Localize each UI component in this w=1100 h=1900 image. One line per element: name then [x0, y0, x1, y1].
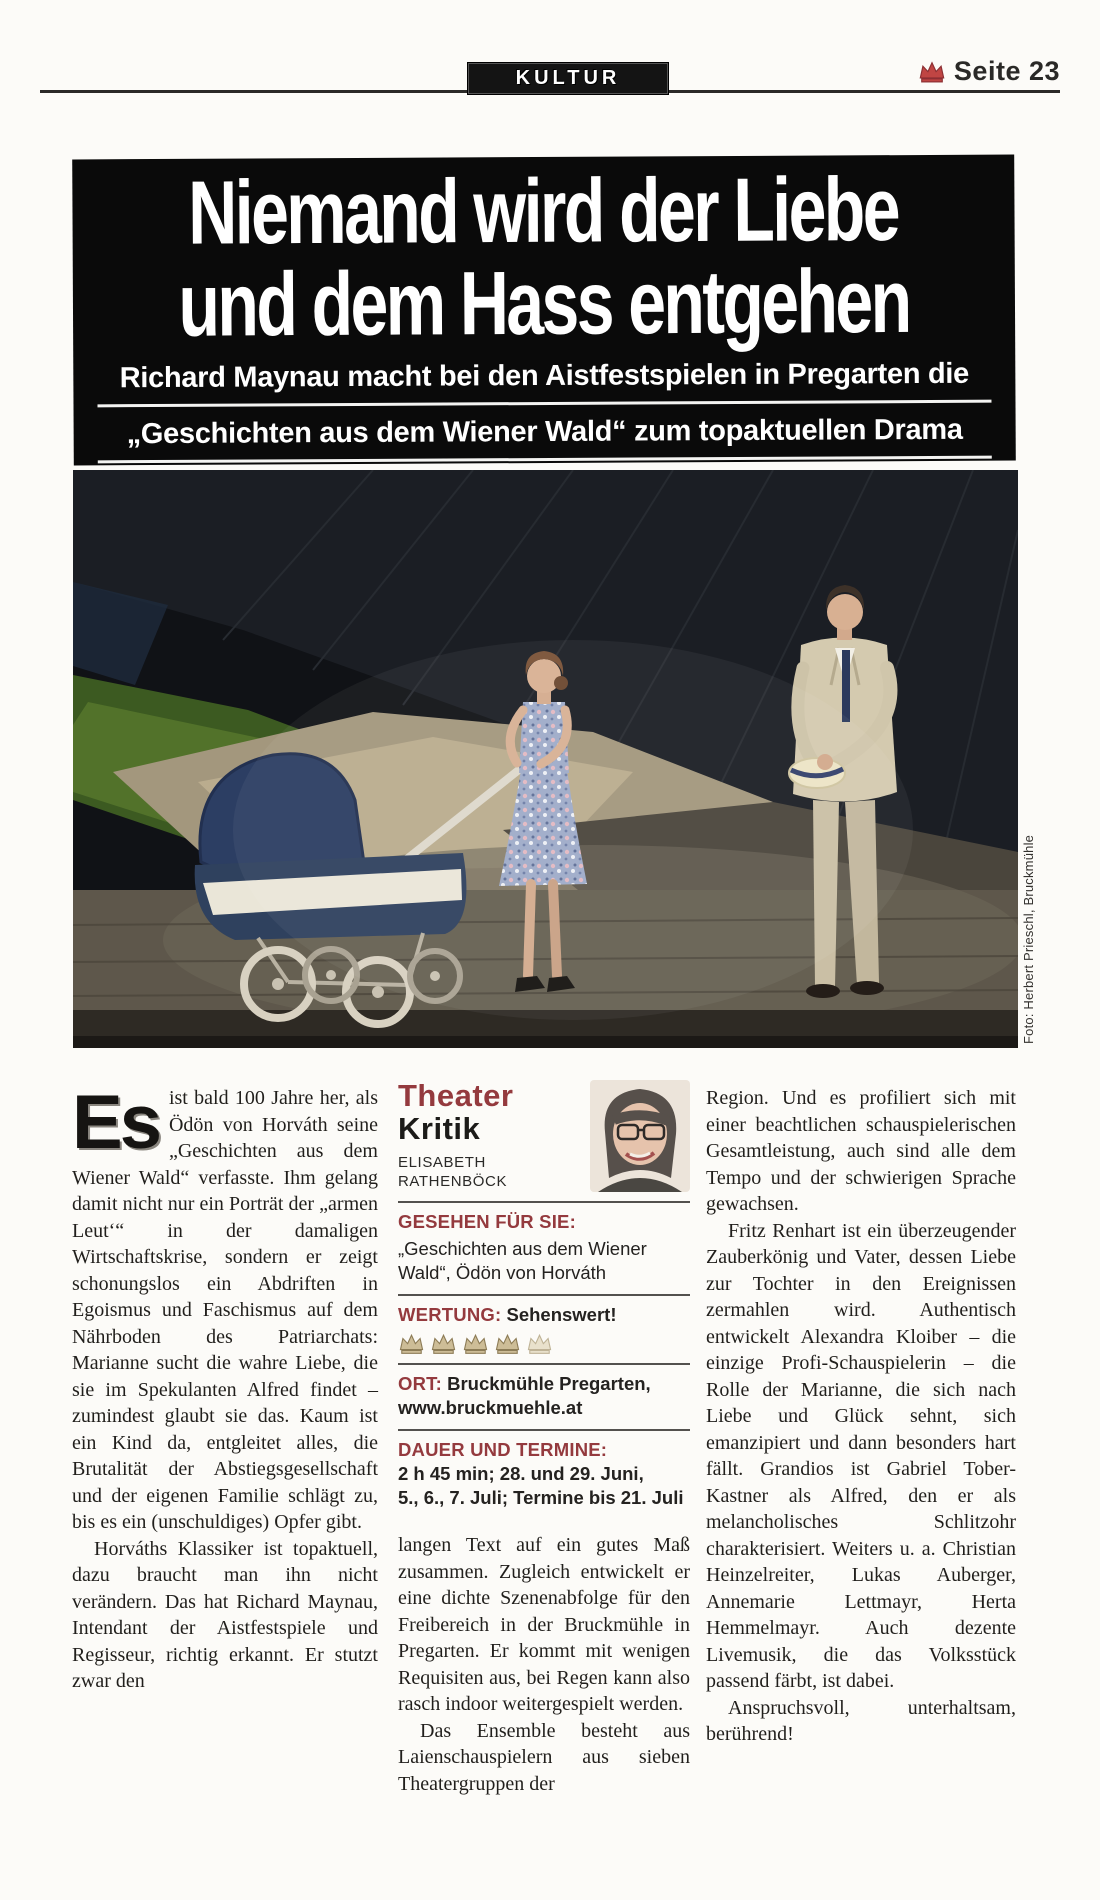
article-paragraph: langen Text auf ein gutes Maß zusammen. Zugleich entwickelt er eine dichte Szenenabfolge für den Freibereich in der Bruckmühle in Pregarten. Er kommt mit wenigen Requisiten aus, bei Regen kann also rasch indoor weitergespielt werden.: [398, 1534, 690, 1715]
krone-crown-icon: [918, 60, 946, 83]
dropcap: Es: [72, 1080, 159, 1165]
ort-label: ORT:: [398, 1373, 442, 1394]
headline-line2: [73, 249, 1015, 356]
headline-line1: [72, 157, 1014, 264]
rating-crowns: [398, 1333, 690, 1354]
author-last-name: RATHENBÖCK: [398, 1173, 508, 1190]
crown-rating-icon: [430, 1333, 457, 1354]
kritik-divider: [398, 1363, 690, 1365]
dauer-line1: 2 h 45 min; 28. und 29. Juni,: [398, 1463, 644, 1484]
author-portrait-art: [590, 1080, 690, 1192]
article-paragraph: Horváths Klassiker ist topaktuell, dazu braucht man ihn nicht verändern. Das hat Richard Maynau, Intendant der Aistfestspiele und Regisseur, richtig erkannt. Er stutzt zwar den: [72, 1537, 378, 1692]
article-text: ist bald 100 Jahre her, als Ödön von Horváth seine „Geschichten aus dem Wiener Wald“ verfasste. Ihm gelang damit nicht nur ein Porträt der „armen Leut‘“ in der damaligen Wirtschaftskrise, sondern er zeigt schonungslos ein Abdriften in Egoismus und Faschismus auf dem Nährboden des Patriarchats: Marianne sucht die wahre Liebe, die sie im Spekulanten Alfred findet – zumindest glaubt sie das. Kaum ist ein Kind da, entgleitet alles, die Brutalität der Abstiegsgesellschaft und der eigenen Familie schlägt zu, bis es ein (unschuldiges) Opfer gibt.: [72, 1087, 378, 1533]
kritik-author: [398, 1153, 513, 1191]
ort-website: www.bruckmuehle.at: [398, 1397, 583, 1418]
article-column-middle: [398, 1532, 690, 1797]
article-paragraph: Fritz Renhart ist ein überzeugender Zauberkönig und Vater, dessen Liebe zur Tochter in den Ereignissen zermahlen wird. Authentisch entwickelt Alexandra Kloiber – die einzige Profi-Schauspielerin – die Rolle der Marianne, die sich nach Liebe und Glück sehnt, sich emanzipiert und dann besonders hart fällt. Grandios ist Gabriel Tober-Kastner als Alfred, den er als melancholisches Schlitzohr charakterisiert. Weiters u. a. Christian Heinzelreiter, Lukas Auberger, Annemarie Lettmayr, Herta Hemmelmayr. Auch dezente Livemusik, die das Volksstück passend färbt, ist dabei.: [706, 1219, 1016, 1692]
article-paragraph: [72, 1080, 378, 1536]
crown-rating-icon: [462, 1333, 489, 1354]
stage-photo-art: [73, 470, 1018, 1048]
subheadline-line2: „Geschichten aus dem Wiener Wald“ zum topaktuellen Drama: [126, 413, 963, 451]
article-paragraph: Das Ensemble besteht aus Laienschauspielern aus sieben Theatergruppen der: [398, 1719, 690, 1795]
headline-block: [72, 155, 1016, 466]
author-first-name: ELISABETH: [398, 1154, 486, 1171]
gesehen-label: GESEHEN FÜR SIE:: [398, 1211, 576, 1232]
kritik-header: [398, 1080, 690, 1192]
wertung-label: WERTUNG:: [398, 1304, 502, 1325]
kritik-box: [398, 1080, 690, 1510]
kritik-section-wertung: [398, 1303, 690, 1354]
page-number-label: Seite 23: [953, 56, 1060, 86]
subheadline-divider: [97, 400, 991, 408]
wertung-value: Sehenswert!: [506, 1304, 617, 1325]
kritik-divider: [398, 1294, 690, 1296]
headline-line1-text: Niemand wird der Liebe: [188, 157, 899, 264]
article-column-left: [72, 1080, 378, 1695]
kritik-title-theater: Theater: [398, 1078, 514, 1113]
article-paragraph: Anspruchsvoll, unterhaltsam, berührend!: [706, 1696, 1016, 1745]
photo-credit: Foto: Herbert Prieschl, Bruckmühle: [1021, 834, 1036, 1044]
article-paragraph: Region. Und es profiliert sich mit einer beachtlichen schauspielerischen Gesamtleistung, auch sind alle dem Tempo und der schwierigen Sprache gewachsen.: [706, 1087, 1016, 1215]
crown-rating-icon: [494, 1333, 521, 1354]
kritik-titles: [398, 1080, 513, 1191]
kritik-section-ort: [398, 1372, 690, 1420]
kritik-title-kritik: Kritik: [398, 1111, 481, 1146]
kritik-section-dauer: [398, 1438, 690, 1510]
page-number: [918, 56, 1060, 87]
kritik-divider: [398, 1201, 690, 1203]
subheadline-divider: [98, 456, 992, 464]
subheadline-line1: Richard Maynau macht bei den Aistfestspielen in Pregarten die: [119, 357, 970, 395]
headline-line2-text: und dem Hass entgehen: [178, 249, 910, 356]
gesehen-text: „Geschichten aus dem Wiener Wald“, Ödön von Horváth: [398, 1238, 647, 1283]
author-portrait: [590, 1080, 690, 1192]
article-column-right: [706, 1085, 1016, 1748]
section-label-box: [467, 62, 669, 95]
kritik-section-gesehen: [398, 1210, 690, 1285]
crown-rating-icon: [398, 1333, 425, 1354]
ort-venue: Bruckmühle Pregarten,: [447, 1373, 651, 1394]
dauer-line2: 5., 6., 7. Juli; Termine bis 21. Juli: [398, 1487, 684, 1508]
section-label: KULTUR: [515, 67, 621, 89]
kritik-divider: [398, 1429, 690, 1431]
stage-photo: [73, 470, 1018, 1048]
crown-rating-icon: [526, 1333, 553, 1354]
dauer-label: DAUER UND TERMINE:: [398, 1439, 608, 1460]
